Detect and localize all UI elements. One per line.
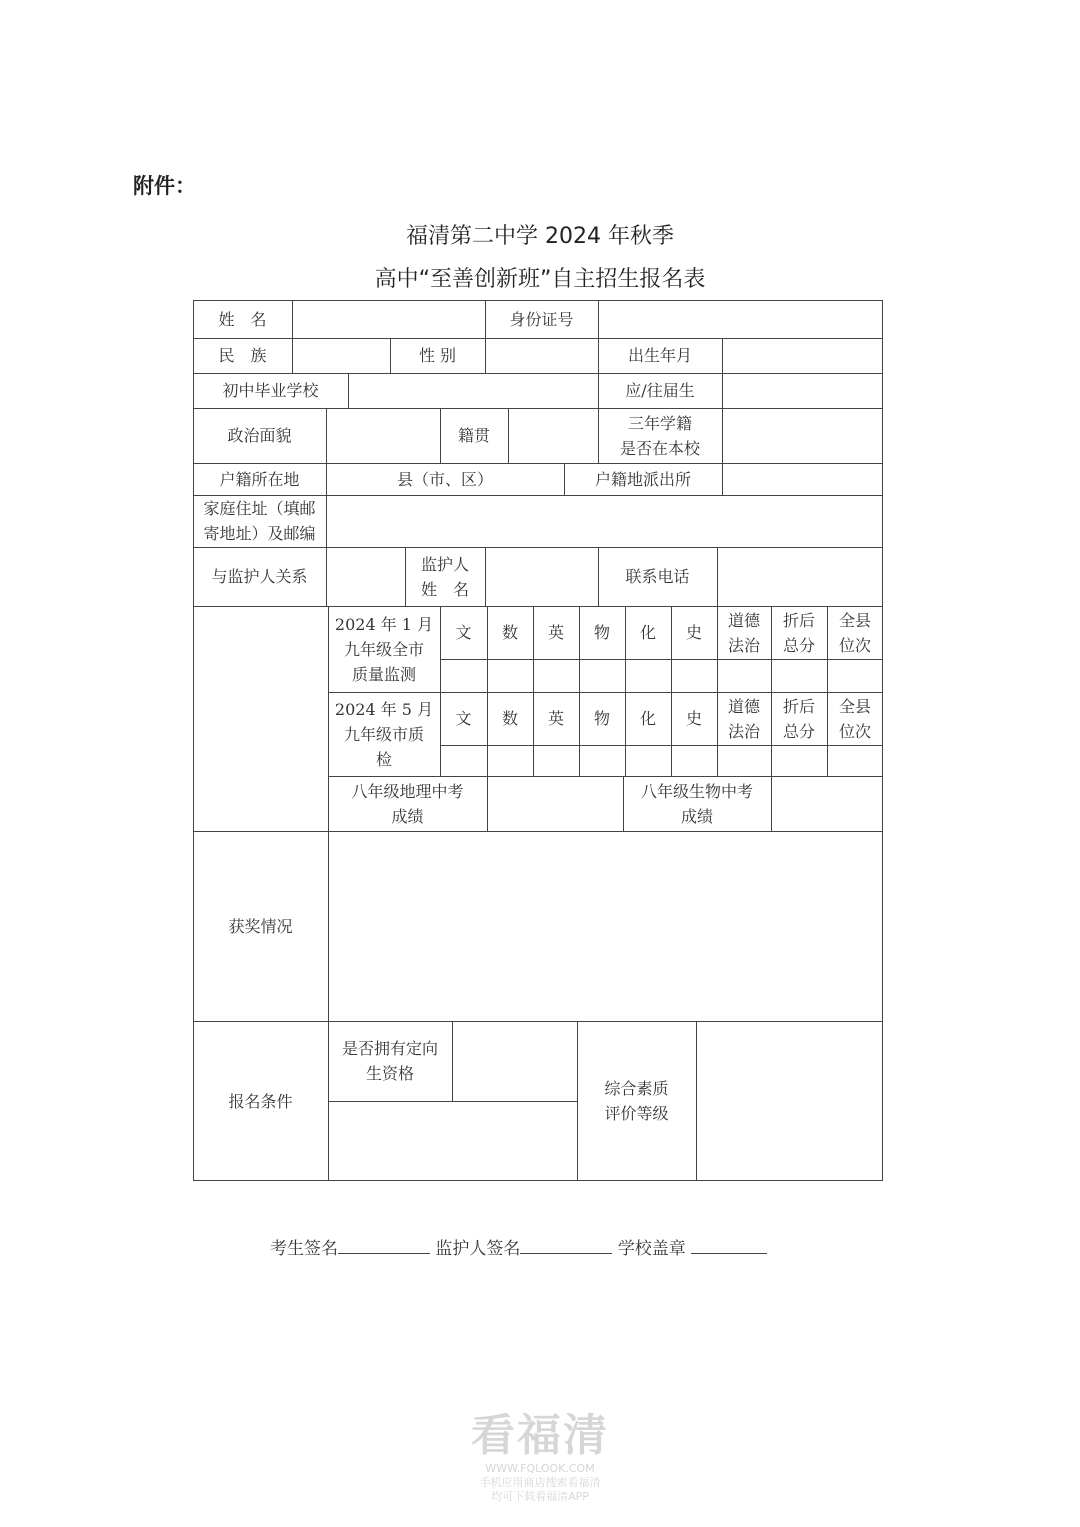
label-county-rank-line2: 位次	[838, 635, 871, 655]
label-birth-date: 出生年月	[627, 346, 692, 365]
label-contact-phone: 联系电话	[625, 567, 690, 586]
subject-chinese: 文	[455, 623, 472, 642]
subject-moral	[717, 606, 771, 659]
label-biology-score	[623, 776, 771, 831]
subject-math: 数	[501, 623, 518, 642]
label-exam-may-line2: 九年级市质	[343, 724, 424, 744]
label-total-score-line1: 折后	[782, 610, 815, 630]
form-title-line2: 高中“至善创新班”自主招生报名表	[374, 267, 706, 292]
label-household-location: 户籍所在地	[219, 469, 300, 489]
label-awards: 获奖情况	[228, 916, 293, 936]
label-exam-jan-line2: 九年级全市	[343, 639, 424, 659]
field-biology-score[interactable]	[771, 776, 883, 831]
field-school-seal[interactable]	[691, 1235, 767, 1254]
label-targeted-student	[328, 1021, 452, 1101]
field-geography-score[interactable]	[487, 776, 623, 831]
label-home-address-line2: 寄地址）及邮编	[203, 524, 316, 543]
label-geography-score	[328, 776, 487, 831]
field-quality-evaluation[interactable]	[696, 1021, 883, 1181]
field-fresh-or-past[interactable]	[722, 373, 883, 408]
field-birth-date[interactable]	[722, 338, 883, 373]
label-fresh-or-past: 应/往届生	[625, 381, 695, 400]
watermark-line2: 均可下载看福清APP	[491, 1490, 589, 1503]
label-registry-3yr-line2: 是否在本校	[619, 438, 700, 458]
field-junior-school[interactable]	[348, 373, 598, 408]
label-biology-score-line1: 八年级生物中考	[640, 781, 753, 801]
label-exam-may-line3: 检	[375, 749, 392, 769]
watermark	[430, 1410, 650, 1504]
label-county-rank	[827, 692, 883, 745]
label-total-score-line2: 总分	[782, 635, 815, 655]
subject-moral-line1: 道德	[727, 610, 760, 630]
subject-math: 数	[501, 709, 518, 728]
field-guardian-name[interactable]	[485, 547, 598, 606]
field-guardian-signature[interactable]	[520, 1235, 612, 1254]
label-quality-evaluation	[577, 1021, 696, 1181]
label-registry-3yr	[598, 408, 722, 463]
field-awards[interactable]	[328, 831, 883, 1021]
label-guardian-name	[405, 547, 485, 606]
subject-english: 英	[547, 709, 564, 728]
label-biology-score-line2: 成绩	[680, 806, 713, 826]
label-political-status: 政治面貌	[227, 426, 292, 445]
subject-physics: 物	[593, 623, 610, 642]
subject-chinese: 文	[455, 709, 472, 728]
label-id-number: 身份证号	[509, 309, 574, 329]
field-ethnicity[interactable]	[292, 338, 390, 373]
field-id-number[interactable]	[598, 300, 883, 338]
label-county-rank	[827, 606, 883, 659]
watermark-brand: 看福清	[471, 1410, 609, 1461]
watermark-url: WWW.FQLOOK.COM	[485, 1462, 595, 1475]
signature-row	[270, 1234, 767, 1259]
attachment-label: 附件：	[133, 174, 196, 198]
label-ethnicity: 民 族	[218, 346, 267, 365]
form-title-line1: 福清第二中学 2024 年秋季	[406, 224, 674, 249]
label-quality-evaluation-line1: 综合素质	[604, 1079, 669, 1098]
label-junior-school: 初中毕业学校	[222, 381, 319, 400]
label-home-address-line1: 家庭住址（填邮	[203, 499, 316, 518]
label-targeted-student-line2: 生资格	[365, 1064, 414, 1083]
label-county-rank-line1: 全县	[838, 696, 871, 716]
field-political-status[interactable]	[326, 408, 440, 463]
subject-moral-line2: 法治	[727, 721, 760, 741]
label-total-score-line2: 总分	[782, 721, 815, 741]
field-name[interactable]	[292, 300, 485, 338]
field-native-place[interactable]	[508, 408, 598, 463]
label-geography-score-line1: 八年级地理中考	[351, 781, 464, 801]
label-exam-jan-line1: 2024 年 1 月	[334, 614, 434, 634]
label-registration-conditions: 报名条件	[228, 1091, 293, 1111]
subject-physics: 物	[593, 709, 610, 728]
label-student-signature: 考生签名	[270, 1239, 338, 1259]
label-guardian-signature: 监护人签名	[435, 1239, 521, 1259]
label-geography-score-line2: 成绩	[391, 806, 424, 826]
label-county-rank-line2: 位次	[838, 721, 871, 741]
label-gender: 性 别	[418, 346, 457, 365]
label-exam-may	[328, 692, 440, 776]
field-gender[interactable]	[485, 338, 598, 373]
field-guardian-relation[interactable]	[326, 547, 405, 606]
field-contact-phone[interactable]	[717, 547, 883, 606]
label-total-score	[771, 692, 827, 745]
field-registry-3yr[interactable]	[722, 408, 883, 463]
field-police-station[interactable]	[722, 463, 883, 495]
label-guardian-name-line1: 监护人	[420, 554, 469, 574]
label-quality-evaluation-line2: 评价等级	[604, 1104, 669, 1123]
label-home-address	[193, 495, 326, 547]
subject-history: 史	[685, 709, 702, 728]
label-exam-may-line1: 2024 年 5 月	[334, 699, 434, 719]
field-student-signature[interactable]	[338, 1235, 430, 1254]
label-targeted-student-line1: 是否拥有定向	[341, 1039, 438, 1058]
subject-history: 史	[685, 623, 702, 642]
subject-chemistry: 化	[639, 623, 656, 642]
field-targeted-student[interactable]	[452, 1021, 577, 1101]
label-guardian-name-line2: 姓 名	[420, 579, 469, 599]
label-name: 姓 名	[218, 309, 267, 329]
label-exam-jan	[328, 606, 440, 692]
label-police-station: 户籍地派出所	[594, 469, 691, 489]
label-county-rank-line1: 全县	[838, 610, 871, 630]
label-exam-jan-line3: 质量监测	[351, 664, 416, 684]
field-home-address[interactable]	[326, 495, 883, 547]
label-total-score-line1: 折后	[782, 696, 815, 716]
field-household-county[interactable]: 县（市、区）	[396, 469, 493, 489]
subject-english: 英	[547, 623, 564, 642]
label-total-score	[771, 606, 827, 659]
label-native-place: 籍贯	[457, 426, 490, 445]
label-school-seal: 学校盖章	[617, 1239, 686, 1259]
label-guardian-relation: 与监护人关系	[211, 567, 308, 586]
subject-moral-line1: 道德	[727, 696, 760, 716]
watermark-line1: 手机应用商店搜索看福清	[479, 1476, 601, 1489]
subject-moral-line2: 法治	[727, 635, 760, 655]
subject-chemistry: 化	[639, 709, 656, 728]
label-registry-3yr-line1: 三年学籍	[627, 413, 692, 433]
subject-moral	[717, 692, 771, 745]
